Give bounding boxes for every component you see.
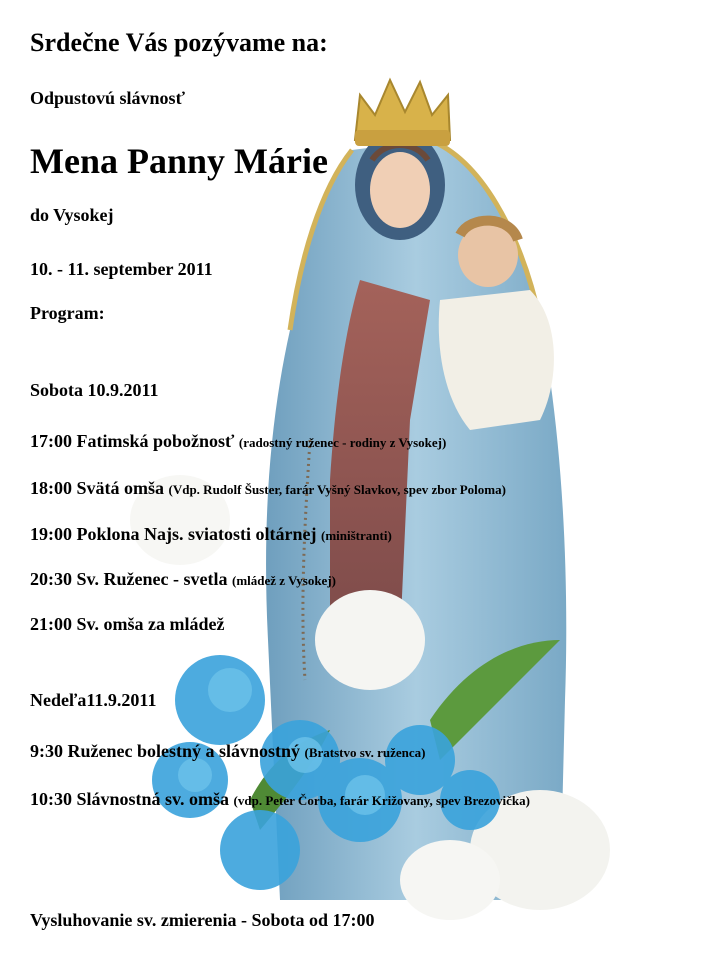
program-label: Program: [30, 303, 105, 323]
event-item [30, 741, 425, 762]
place-text: do Vysokej [30, 205, 114, 225]
event-note: (miništranti) [321, 528, 392, 543]
feast-title: Mena Panny Márie [30, 141, 328, 181]
event-item [30, 569, 336, 590]
sunday-heading: Nedeľa11.9.2011 [30, 690, 157, 710]
event-item [30, 478, 506, 499]
event-note: (vdp. Peter Čorba, farár Križovany, spev Brezovička) [233, 793, 530, 808]
event-time: 19:00 Poklona Najs. sviatosti oltárnej [30, 524, 317, 544]
event-item [30, 431, 446, 452]
event-note: (mládež z Vysokej) [231, 573, 336, 588]
event-time: 17:00 Fatimská pobožnosť [30, 431, 235, 451]
event-item [30, 614, 224, 635]
saturday-heading: Sobota 10.9.2011 [30, 380, 159, 400]
event-note: (Bratstvo sv. ruženca) [304, 745, 426, 760]
dates-text: 10. - 11. september 2011 [30, 259, 213, 279]
event-note: (radostný ruženec - rodiny z Vysokej) [238, 435, 447, 450]
event-item [30, 524, 392, 545]
invitation-heading: Srdečne Vás pozývame na: [30, 28, 328, 57]
event-time: 20:30 Sv. Ruženec - svetla [30, 569, 228, 589]
occasion-text: Odpustovú slávnosť [30, 88, 185, 108]
event-item [30, 789, 530, 810]
event-time: 9:30 Ruženec bolestný a slávnostný [30, 741, 301, 761]
event-note: (Vdp. Rudolf Šuster, farár Vyšný Slavkov, spev zbor Poloma) [168, 482, 506, 497]
event-time: 18:00 Svätá omša [30, 478, 164, 498]
event-time: 21:00 Sv. omša za mládež [30, 614, 225, 634]
event-time: 10:30 Slávnostná sv. omša [30, 789, 230, 809]
confession-text: Vysluhovanie sv. zmierenia - Sobota od 17:00 [30, 910, 375, 930]
anthurium [315, 590, 425, 690]
